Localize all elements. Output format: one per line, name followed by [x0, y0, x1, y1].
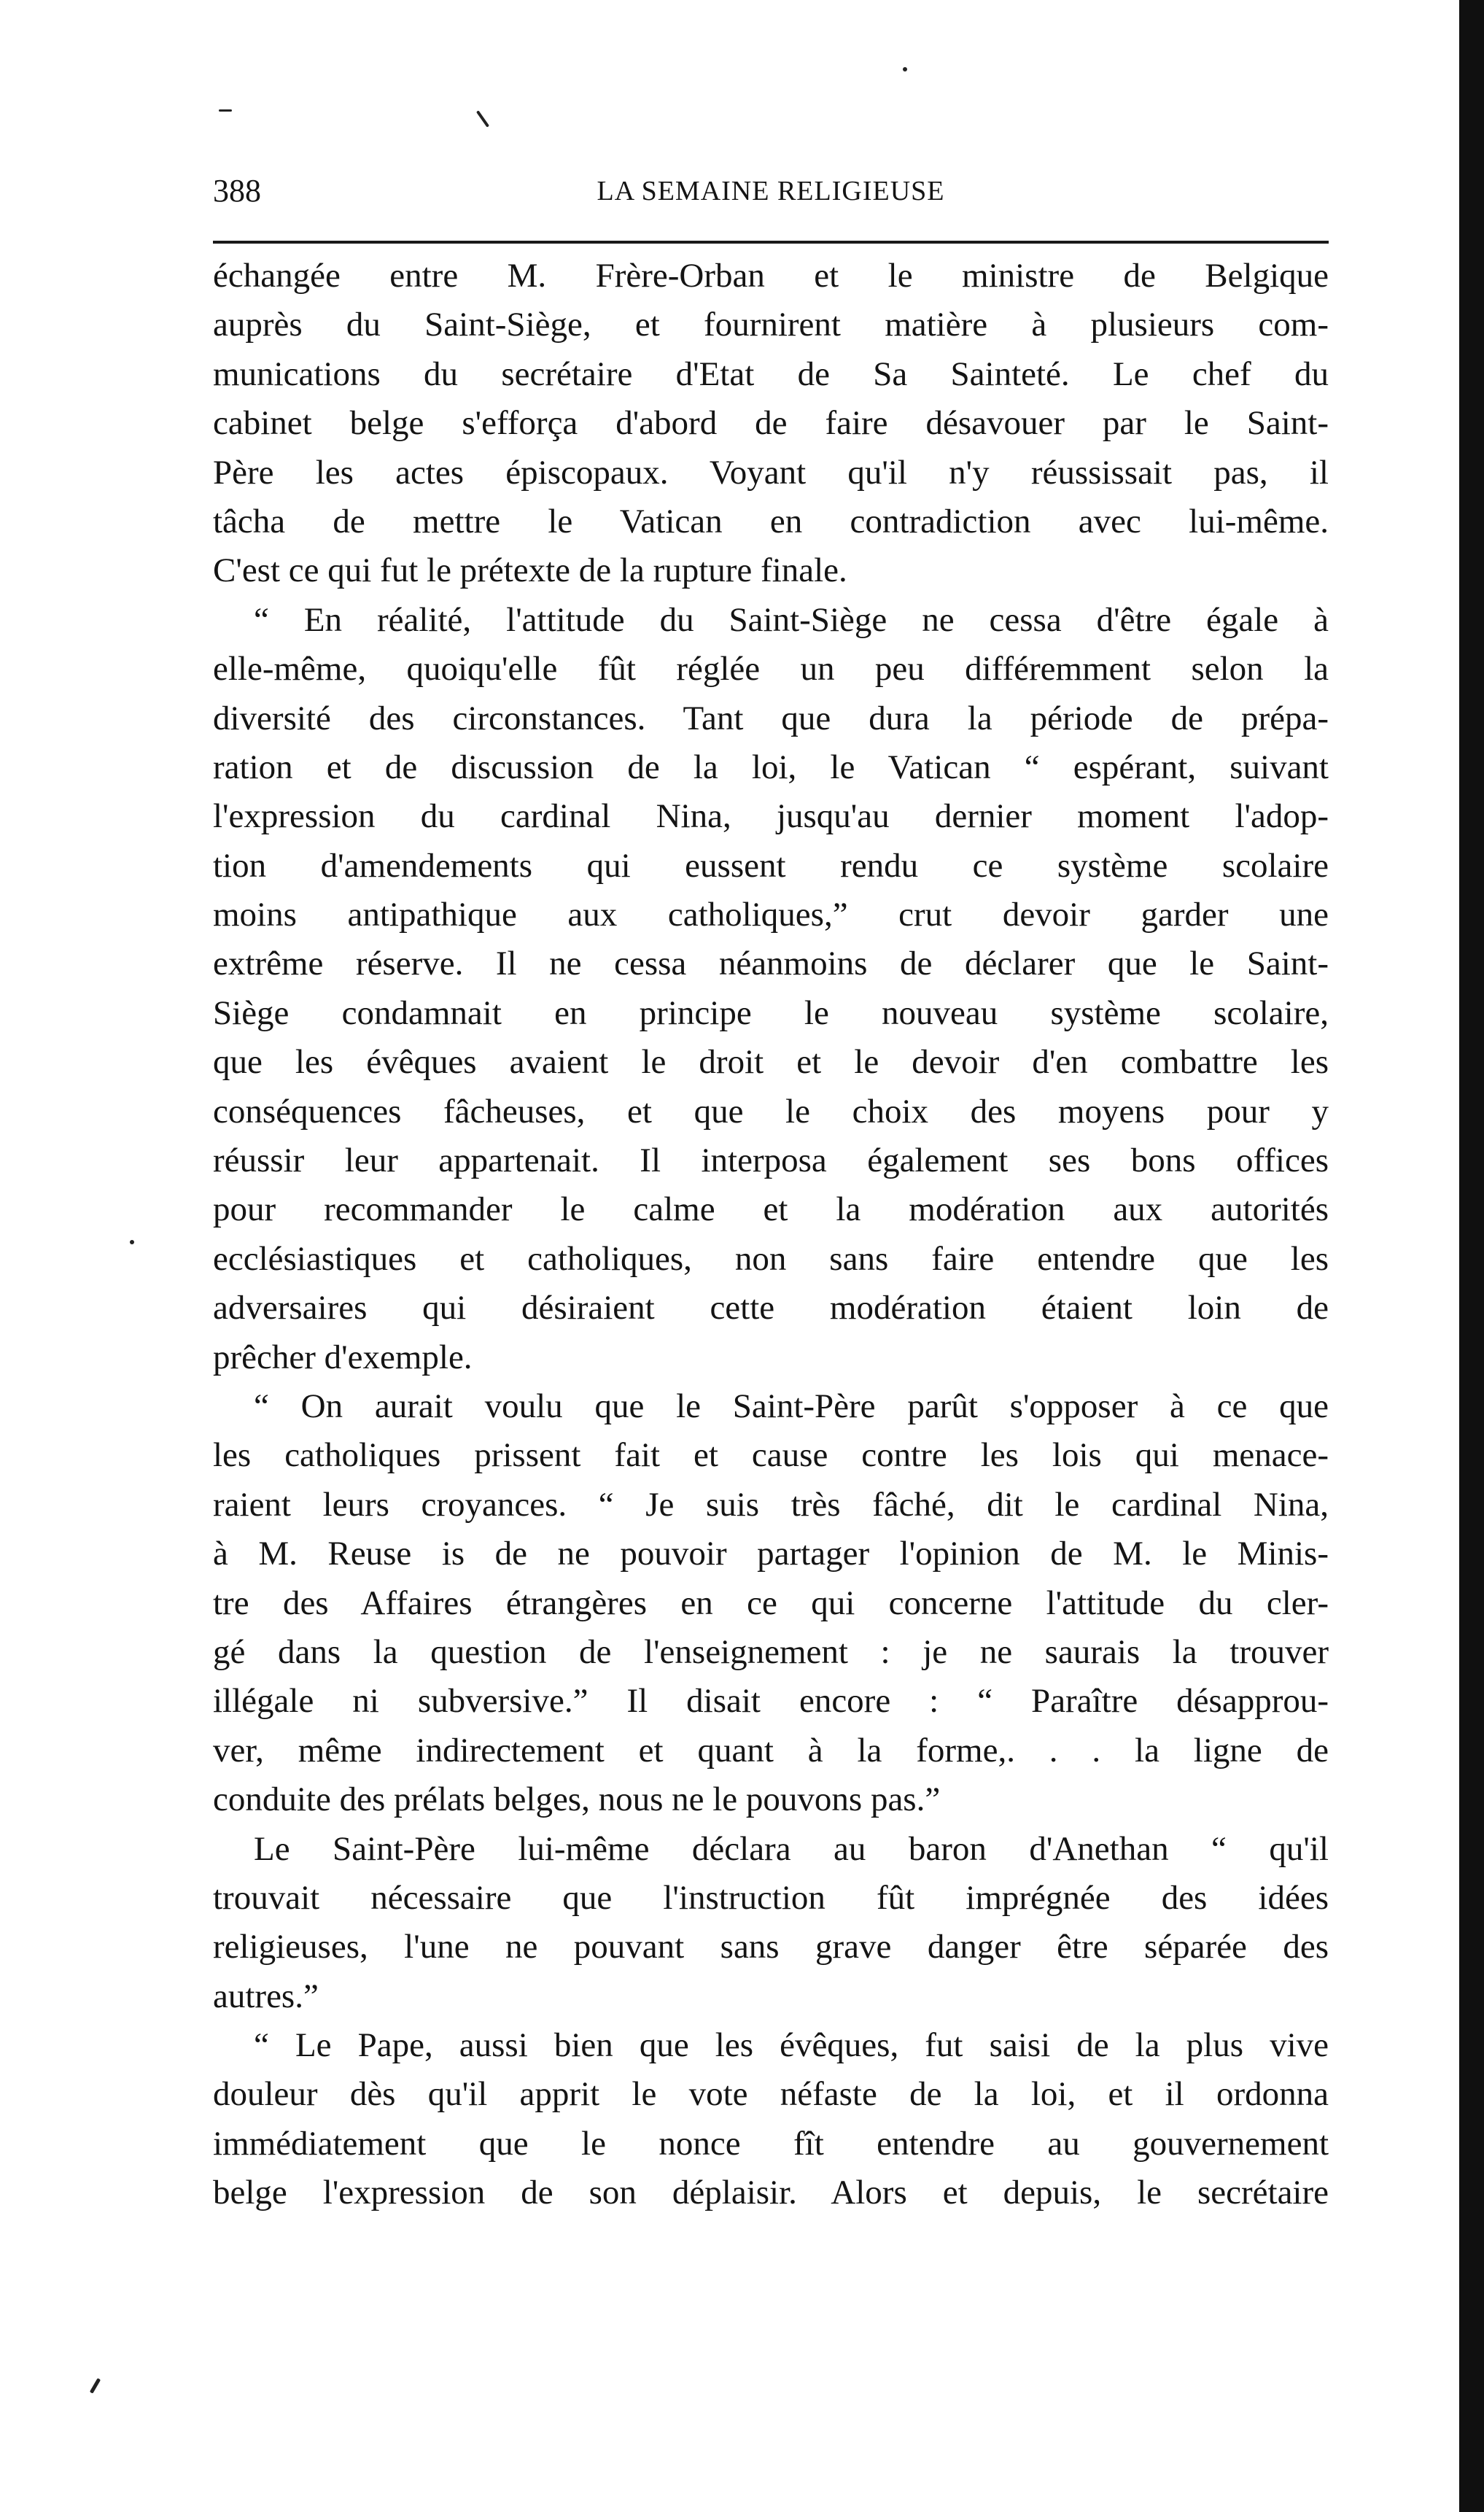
text-line: “ En réalité, l'attitude du Saint-Siège ne cessa d'être égale à — [254, 600, 1329, 639]
text-line: Le Saint-Père lui-même déclara au baron d'Anethan “ qu'il — [254, 1829, 1329, 1868]
text-line: cabinet belge s'efforça d'abord de faire désavouer par le Saint- — [213, 404, 1329, 443]
text-line: Père les actes épiscopaux. Voyant qu'il n'y réussissait pas, il — [213, 453, 1329, 492]
body-text — [213, 252, 1329, 2218]
text-line: échangée entre M. Frère-Orban et le ministre de Belgique — [213, 257, 1329, 295]
page-number: 388 — [213, 173, 261, 209]
text-line: prêcher d'exemple. — [213, 1338, 473, 1376]
text-line: “ On aurait voulu que le Saint-Père parût s'opposer à ce que — [254, 1387, 1329, 1425]
running-title: LA SEMAINE RELIGIEUSE — [597, 176, 945, 206]
text-line: adversaires qui désiraient cette modération étaient loin de — [213, 1289, 1329, 1327]
scan-speck — [903, 67, 907, 71]
text-line: à M. Reuse is de ne pouvoir partager l'opinion de M. le Minis- — [213, 1535, 1329, 1573]
text-line: immédiatement que le nonce fît entendre au gouvernement — [213, 2124, 1329, 2163]
text-line: tre des Affaires étrangères en ce qui concerne l'attitude du cler- — [213, 1583, 1329, 1622]
text-line: belge l'expression de son déplaisir. Alors et depuis, le secrétaire — [213, 2174, 1329, 2212]
text-line: ver, même indirectement et quant à la forme,. . . la ligne de — [213, 1731, 1329, 1769]
text-line: illégale ni subversive.” Il disait encore : “ Paraître désapprou- — [213, 1682, 1329, 1721]
text-line: munications du secrétaire d'Etat de Sa Sainteté. Le chef du — [213, 354, 1329, 393]
text-line: trouvait nécessaire que l'instruction fût imprégnée des idées — [213, 1878, 1329, 1917]
text-line: Siège condamnait en principe le nouveau système scolaire, — [213, 993, 1329, 1032]
text-line: extrême réserve. Il ne cessa néanmoins de déclarer que le Saint- — [213, 945, 1329, 983]
text-line: raient leurs croyances. “ Je suis très fâché, dit le cardinal Nina, — [213, 1485, 1329, 1524]
text-line: moins antipathique aux catholiques,” crut devoir garder une — [213, 896, 1329, 934]
text-line: réussir leur appartenait. Il interposa également ses bons offices — [213, 1141, 1329, 1180]
page-header — [213, 169, 1329, 213]
text-line: conduite des prélats belges, nous ne le pouvons pas.” — [213, 1780, 941, 1819]
text-line: que les évêques avaient le droit et le devoir d'en combattre les — [213, 1043, 1329, 1082]
scan-speck — [219, 109, 232, 112]
text-line: diversité des circonstances. Tant que dura la période de prépa- — [213, 699, 1329, 737]
scan-speck — [476, 110, 489, 128]
text-line: l'expression du cardinal Nina, jusqu'au dernier moment l'adop- — [213, 797, 1329, 836]
text-line: elle-même, quoiqu'elle fût réglée un peu différemment selon la — [213, 650, 1329, 689]
text-line: ration et de discussion de la loi, le Vatican “ espérant, suivant — [213, 748, 1329, 786]
header-rule — [213, 241, 1329, 244]
text-line: religieuses, l'une ne pouvant sans grave danger être séparée des — [213, 1928, 1329, 1966]
text-line: autres.” — [213, 1977, 319, 2015]
scan-speck — [130, 1240, 134, 1244]
text-line: les catholiques prissent fait et cause contre les lois qui menace- — [213, 1436, 1329, 1475]
text-line: conséquences fâcheuses, et que le choix des moyens pour y — [213, 1092, 1329, 1131]
scan-speck — [90, 2378, 101, 2394]
text-line: ecclésiastiques et catholiques, non sans faire entendre que les — [213, 1239, 1329, 1278]
text-line: C'est ce qui fut le prétexte de la rupture finale. — [213, 551, 847, 590]
text-line: pour recommander le calme et la modération aux autorités — [213, 1190, 1329, 1229]
text-line: “ Le Pape, aussi bien que les évêques, fut saisi de la plus vive — [254, 2026, 1329, 2065]
text-line: auprès du Saint-Siège, et fournirent matière à plusieurs com- — [213, 306, 1329, 344]
scan-edge-shadow — [1459, 0, 1484, 2512]
text-line: tâcha de mettre le Vatican en contradiction avec lui-même. — [213, 502, 1329, 540]
text-line: gé dans la question de l'enseignement : je ne saurais la trouver — [213, 1632, 1329, 1671]
text-line: douleur dès qu'il apprit le vote néfaste de la loi, et il ordonna — [213, 2075, 1329, 2114]
text-line: tion d'amendements qui eussent rendu ce système scolaire — [213, 846, 1329, 885]
